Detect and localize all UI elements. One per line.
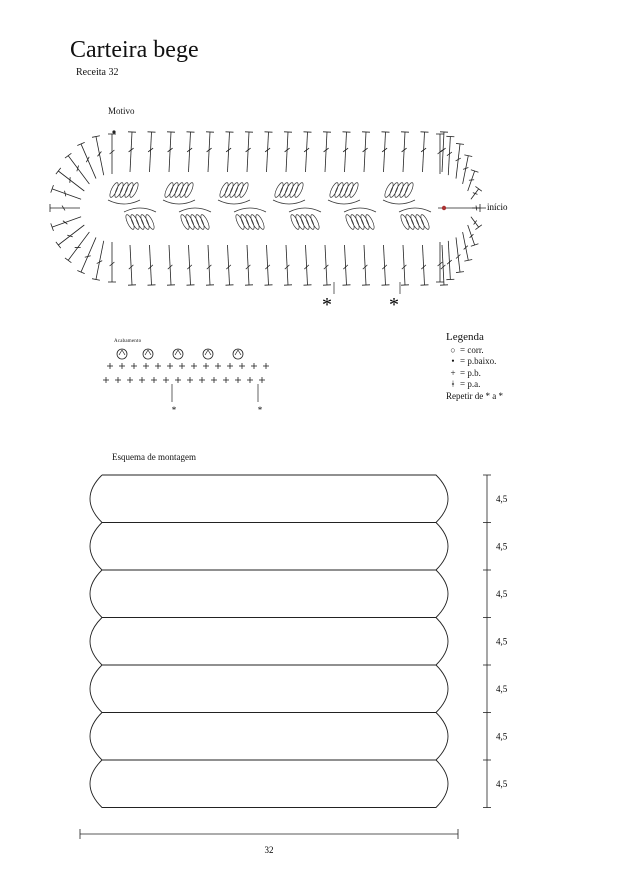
bottom-stitch bbox=[128, 245, 136, 285]
dc-stem bbox=[471, 217, 479, 227]
puff-petal bbox=[383, 182, 394, 199]
left-fan-stitch bbox=[51, 217, 81, 231]
lower-shell bbox=[344, 208, 376, 230]
upper-shell bbox=[273, 182, 305, 204]
dc-stem bbox=[267, 132, 269, 172]
dc-top bbox=[475, 186, 481, 191]
assembly-scheme bbox=[80, 475, 508, 839]
puff-petal bbox=[328, 182, 339, 199]
top-stitch bbox=[187, 132, 195, 172]
puff-petal bbox=[388, 182, 399, 199]
puff-petal bbox=[163, 182, 174, 199]
lower-shell bbox=[399, 208, 431, 230]
upper-shell bbox=[218, 182, 250, 204]
left-fan-stitch bbox=[51, 185, 81, 199]
dc-cross bbox=[470, 234, 474, 238]
dc-stem bbox=[130, 245, 132, 285]
puff-petal bbox=[338, 182, 349, 199]
dc-stem bbox=[384, 245, 386, 285]
dc-top bbox=[456, 272, 464, 273]
strip-height-label: 4,5 bbox=[496, 493, 508, 504]
dc-stem bbox=[189, 132, 191, 172]
finish-puff-inner bbox=[119, 350, 125, 355]
puff-petal bbox=[238, 182, 249, 199]
finish-puff-inner bbox=[175, 350, 181, 355]
dc-top bbox=[77, 142, 84, 145]
puff-petal bbox=[113, 182, 124, 199]
top-stitch bbox=[382, 132, 390, 172]
dc-stem bbox=[58, 171, 84, 191]
dc-stem bbox=[448, 241, 450, 280]
puff-petal bbox=[348, 182, 359, 199]
dc-stem bbox=[468, 225, 475, 245]
top-stitch bbox=[265, 132, 273, 172]
finish-repeat-mark-left: * bbox=[171, 405, 177, 415]
top-stitch bbox=[440, 132, 448, 172]
dc-stem bbox=[306, 245, 308, 285]
legend-text-chain: = corr. bbox=[460, 344, 484, 355]
puff-petal bbox=[168, 182, 179, 199]
puff-petal bbox=[254, 214, 265, 231]
puff-petal bbox=[239, 214, 250, 231]
puff-petal bbox=[118, 182, 129, 199]
motif-label: Motivo bbox=[108, 106, 135, 116]
left-fan-stitch bbox=[92, 241, 104, 280]
dc-stem bbox=[364, 132, 366, 172]
dc-cross bbox=[63, 221, 68, 224]
dc-stem bbox=[52, 217, 81, 227]
puff-petal bbox=[129, 214, 140, 231]
lower-shell bbox=[234, 208, 266, 230]
dc-top bbox=[56, 168, 61, 174]
bottom-stitch bbox=[206, 245, 214, 285]
dc-stem bbox=[463, 156, 469, 184]
dc-stem bbox=[228, 132, 230, 172]
puff-petal bbox=[283, 182, 294, 199]
upper-shell bbox=[163, 182, 195, 204]
right-fan-stitch bbox=[456, 143, 464, 178]
assembly-strip bbox=[90, 523, 448, 571]
bottom-stitch bbox=[343, 245, 351, 285]
puff-petal bbox=[108, 182, 119, 199]
upper-shell bbox=[108, 182, 140, 204]
dc-top bbox=[77, 270, 84, 273]
dc-stem bbox=[468, 171, 475, 191]
puff-petal bbox=[273, 182, 284, 199]
bottom-stitch bbox=[226, 245, 234, 285]
dc-stem bbox=[325, 132, 327, 172]
dc-stem bbox=[423, 245, 425, 285]
left-fan-stitch bbox=[92, 136, 104, 175]
shell-arc bbox=[179, 208, 211, 212]
puff-petal bbox=[183, 182, 194, 199]
top-stitch bbox=[362, 132, 370, 172]
shell-arc bbox=[383, 200, 415, 204]
puff-petal bbox=[398, 182, 409, 199]
upper-shell bbox=[383, 182, 415, 204]
puff-petal bbox=[393, 182, 404, 199]
bottom-stitch bbox=[382, 245, 390, 285]
dc-stem bbox=[286, 245, 288, 285]
dc-stem bbox=[403, 245, 405, 285]
legend-text-double: = p.a. bbox=[460, 379, 481, 389]
puff-petal bbox=[194, 214, 205, 231]
puff-petal bbox=[414, 214, 425, 231]
bottom-stitch bbox=[362, 245, 370, 285]
dc-stem bbox=[208, 132, 210, 172]
dc-stem bbox=[442, 245, 444, 285]
dc-stem bbox=[456, 144, 460, 179]
right-fan-stitch bbox=[446, 241, 454, 280]
page-title: Carteira bege bbox=[70, 37, 199, 63]
puff-petal bbox=[179, 214, 190, 231]
dc-stem bbox=[58, 225, 84, 245]
dc-stem bbox=[130, 132, 132, 172]
puff-petal bbox=[304, 214, 315, 231]
legend-repeat-note: Repetir de * a * bbox=[446, 390, 503, 401]
puff-petal bbox=[199, 214, 210, 231]
shell-arc bbox=[108, 200, 140, 204]
puff-petal bbox=[139, 214, 150, 231]
top-stitch bbox=[226, 132, 234, 172]
dc-stem bbox=[442, 132, 444, 172]
bottom-stitch bbox=[401, 245, 409, 285]
right-fan-stitch bbox=[471, 186, 482, 199]
puff-petal bbox=[184, 214, 195, 231]
shell-arc bbox=[289, 208, 321, 212]
finish-chart bbox=[103, 349, 269, 402]
left-fan-stitch bbox=[50, 204, 80, 212]
recipe-number: Receita 32 bbox=[76, 67, 119, 78]
left-fan-stitch bbox=[108, 242, 116, 282]
chain-symbol-icon: ○ bbox=[450, 344, 456, 355]
top-stitch bbox=[167, 132, 175, 172]
dc-stem bbox=[403, 132, 405, 172]
top-stitch bbox=[245, 132, 253, 172]
dc-stem bbox=[189, 245, 191, 285]
strip-height-label: 4,5 bbox=[496, 731, 508, 742]
dc-stem bbox=[150, 132, 152, 172]
puff-petal bbox=[249, 214, 260, 231]
dc-stem bbox=[81, 237, 96, 272]
shell-arc bbox=[344, 208, 376, 212]
dc-stem bbox=[456, 237, 460, 272]
finish-label: Acabamento bbox=[114, 339, 142, 344]
dc-stem bbox=[150, 245, 152, 285]
dc-top bbox=[65, 153, 71, 158]
motif-chart bbox=[50, 130, 486, 294]
puff-petal bbox=[173, 182, 184, 199]
lower-shell bbox=[124, 208, 156, 230]
puff-petal bbox=[124, 214, 135, 231]
puff-petal bbox=[409, 214, 420, 231]
strip-height-label: 4,5 bbox=[496, 683, 508, 694]
puff-petal bbox=[228, 182, 239, 199]
right-fan-stitch bbox=[456, 237, 464, 272]
top-stitch bbox=[401, 132, 409, 172]
puff-petal bbox=[134, 214, 145, 231]
puff-petal bbox=[349, 214, 360, 231]
puff-petal bbox=[299, 214, 310, 231]
assembly-strip bbox=[90, 713, 448, 761]
dc-stem bbox=[169, 245, 171, 285]
top-stitch bbox=[148, 132, 156, 172]
shell-arc bbox=[163, 200, 195, 204]
dc-stem bbox=[68, 156, 89, 184]
puff-petal bbox=[289, 214, 300, 231]
dc-top bbox=[456, 143, 464, 144]
assembly-label: Esquema de montagem bbox=[112, 452, 196, 462]
top-stitch bbox=[343, 132, 351, 172]
dc-stem bbox=[52, 189, 81, 199]
bottom-stitch bbox=[167, 245, 175, 285]
dc-stem bbox=[448, 137, 450, 176]
dc-stem bbox=[96, 241, 104, 280]
puff-petal bbox=[244, 214, 255, 231]
dc-stem bbox=[228, 245, 230, 285]
bottom-stitch bbox=[284, 245, 292, 285]
strip-height-label: 4,5 bbox=[496, 636, 508, 647]
dc-stem bbox=[306, 132, 308, 172]
dc-stem bbox=[364, 245, 366, 285]
assembly-strip bbox=[90, 665, 448, 713]
finish-puff-inner bbox=[235, 350, 241, 355]
dc-stem bbox=[286, 132, 288, 172]
bottom-stitch bbox=[187, 245, 195, 285]
bottom-stitch bbox=[304, 245, 312, 285]
shell-arc bbox=[399, 208, 431, 212]
shell-arc bbox=[218, 200, 250, 204]
dc-stem bbox=[247, 245, 249, 285]
finish-puff-inner bbox=[205, 350, 211, 355]
bottom-stitch bbox=[440, 245, 448, 285]
puff-petal bbox=[288, 182, 299, 199]
dc-stem bbox=[81, 144, 96, 179]
dc-stem bbox=[345, 132, 347, 172]
legend-text-slip: = p.baixo. bbox=[460, 356, 497, 366]
puff-petal bbox=[123, 182, 134, 199]
shell-arc bbox=[234, 208, 266, 212]
left-fan-stitch bbox=[77, 237, 96, 273]
puff-petal bbox=[178, 182, 189, 199]
end-dot bbox=[112, 130, 115, 133]
finish-repeat-mark-right: * bbox=[257, 405, 263, 415]
puff-petal bbox=[234, 214, 245, 231]
puff-petal bbox=[359, 214, 370, 231]
top-stitch bbox=[128, 132, 136, 172]
dc-stem bbox=[423, 132, 425, 172]
dc-top bbox=[475, 225, 481, 230]
dc-stem bbox=[325, 245, 327, 285]
dc-top bbox=[65, 258, 71, 263]
puff-petal bbox=[344, 214, 355, 231]
left-fan-stitch bbox=[108, 134, 116, 174]
puff-petal bbox=[278, 182, 289, 199]
right-fan-stitch bbox=[463, 155, 473, 184]
start-label: início bbox=[487, 202, 508, 212]
assembly-strip bbox=[90, 475, 448, 523]
start-dot bbox=[442, 206, 446, 210]
strip-height-label: 4,5 bbox=[496, 541, 508, 552]
puff-petal bbox=[399, 214, 410, 231]
puff-petal bbox=[419, 214, 430, 231]
bottom-stitch bbox=[148, 245, 156, 285]
top-stitch bbox=[323, 132, 331, 172]
slip-stitch-symbol-icon: • bbox=[451, 356, 455, 366]
puff-petal bbox=[404, 214, 415, 231]
single-crochet-symbol-icon: + bbox=[450, 367, 456, 378]
strip-height-label: 4,5 bbox=[496, 778, 508, 789]
bottom-stitch bbox=[323, 245, 331, 285]
finish-puff-inner bbox=[145, 350, 151, 355]
bottom-stitch bbox=[265, 245, 273, 285]
dc-stem bbox=[96, 137, 104, 176]
dc-stem bbox=[267, 245, 269, 285]
left-fan-stitch bbox=[77, 142, 96, 178]
shell-arc bbox=[273, 200, 305, 204]
assembly-strip bbox=[90, 618, 448, 666]
top-stitch bbox=[284, 132, 292, 172]
dc-stem bbox=[247, 132, 249, 172]
bottom-stitch bbox=[421, 245, 429, 285]
puff-petal bbox=[354, 214, 365, 231]
double-crochet-symbol-icon: ǂ bbox=[451, 379, 455, 389]
puff-petal bbox=[343, 182, 354, 199]
bottom-stitch bbox=[245, 245, 253, 285]
assembly-strip bbox=[90, 760, 448, 808]
width-label: 32 bbox=[264, 845, 274, 855]
puff-petal bbox=[309, 214, 320, 231]
lower-shell bbox=[289, 208, 321, 230]
puff-petal bbox=[144, 214, 155, 231]
puff-petal bbox=[128, 182, 139, 199]
dc-stem bbox=[345, 245, 347, 285]
right-fan-stitch bbox=[446, 136, 454, 175]
puff-petal bbox=[294, 214, 305, 231]
puff-petal bbox=[293, 182, 304, 199]
strip-height-label: 4,5 bbox=[496, 588, 508, 599]
puff-petal bbox=[333, 182, 344, 199]
repeat-mark-left: * bbox=[322, 294, 332, 316]
top-stitch bbox=[206, 132, 214, 172]
puff-petal bbox=[403, 182, 414, 199]
dc-stem bbox=[384, 132, 386, 172]
top-stitch bbox=[304, 132, 312, 172]
shell-arc bbox=[328, 200, 360, 204]
puff-petal bbox=[233, 182, 244, 199]
puff-petal bbox=[364, 214, 375, 231]
dc-cross bbox=[77, 166, 79, 172]
dc-top bbox=[56, 242, 61, 248]
dc-cross bbox=[67, 235, 73, 237]
top-stitch bbox=[421, 132, 429, 172]
dc-stem bbox=[169, 132, 171, 172]
shell-arc bbox=[124, 208, 156, 212]
upper-shell bbox=[328, 182, 360, 204]
puff-petal bbox=[218, 182, 229, 199]
puff-petal bbox=[189, 214, 200, 231]
assembly-strip bbox=[90, 570, 448, 618]
legend-title: Legenda bbox=[446, 331, 484, 343]
lower-shell bbox=[179, 208, 211, 230]
dc-stem bbox=[208, 245, 210, 285]
legend-text-single: = p.b. bbox=[460, 367, 481, 378]
right-fan-stitch bbox=[471, 217, 482, 230]
puff-petal bbox=[223, 182, 234, 199]
repeat-mark-right: * bbox=[389, 294, 399, 316]
